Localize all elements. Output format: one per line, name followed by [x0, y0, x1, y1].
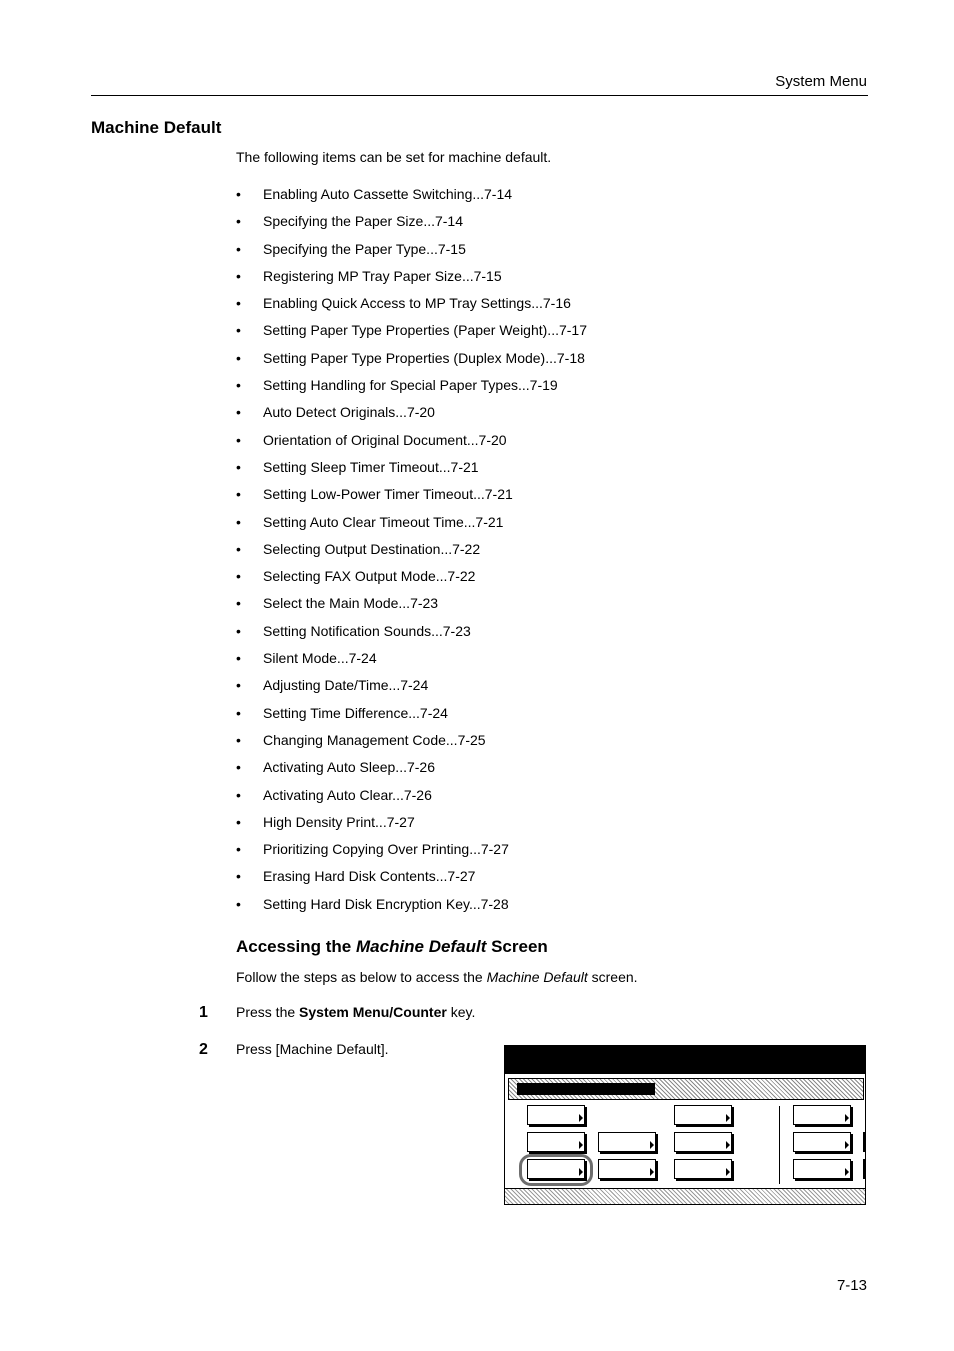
bullet-dot: • [236, 731, 241, 748]
bullet-dot: • [236, 677, 241, 694]
bullet-dot: • [236, 568, 241, 585]
list-item [236, 839, 587, 866]
arrow-icon [845, 1114, 849, 1122]
list-item [236, 348, 587, 375]
list-item-text: Orientation of Original Document...7-20 [263, 431, 507, 448]
bullet-dot: • [236, 431, 241, 448]
panel-button[interactable] [674, 1159, 732, 1179]
step-number: 1 [199, 1004, 208, 1021]
step-key-name: System Menu/Counter [299, 1004, 447, 1020]
follow-text [236, 969, 638, 985]
arrow-icon [845, 1141, 849, 1149]
bullet-dot: • [236, 404, 241, 421]
list-item-text: Selecting FAX Output Mode...7-22 [263, 568, 476, 585]
bullet-dot: • [236, 786, 241, 803]
bullet-dot: • [236, 622, 241, 639]
list-item [236, 211, 587, 238]
bullet-dot: • [236, 213, 241, 230]
settings-list [236, 184, 587, 921]
list-item-text: Specifying the Paper Type...7-15 [263, 240, 466, 257]
panel-button[interactable] [527, 1132, 585, 1152]
panel-button[interactable] [598, 1132, 656, 1152]
list-item-text: Silent Mode...7-24 [263, 650, 377, 667]
panel-active-tab [517, 1083, 655, 1095]
arrow-icon [845, 1168, 849, 1176]
list-item-text: Setting Handling for Special Paper Types...7-19 [263, 377, 558, 394]
step-text: Press [Machine Default]. [236, 1041, 389, 1057]
list-item [236, 457, 587, 484]
panel-edge-mark [863, 1132, 865, 1152]
list-item-text: Adjusting Date/Time...7-24 [263, 677, 429, 694]
list-item [236, 320, 587, 347]
list-item [236, 566, 587, 593]
bullet-dot: • [236, 267, 241, 284]
bullet-dot: • [236, 486, 241, 503]
bullet-dot: • [236, 895, 241, 912]
arrow-icon [579, 1141, 583, 1149]
bullet-dot: • [236, 377, 241, 394]
panel-button[interactable] [598, 1159, 656, 1179]
list-item-text: Erasing Hard Disk Contents...7-27 [263, 868, 476, 885]
access-heading-italic: Machine Default [356, 937, 487, 956]
step-text-suffix: key. [446, 1004, 476, 1020]
panel-button[interactable] [527, 1105, 585, 1125]
bullet-dot: • [236, 349, 241, 366]
list-item-text: Changing Management Code...7-25 [263, 731, 486, 748]
access-heading-suffix: Screen [486, 937, 548, 956]
panel-title-bar [505, 1046, 865, 1074]
arrow-icon [726, 1141, 730, 1149]
list-item [236, 375, 587, 402]
arrow-icon [650, 1168, 654, 1176]
list-item [236, 894, 587, 921]
list-item [236, 730, 587, 757]
list-item [236, 239, 587, 266]
list-item [236, 184, 587, 211]
bullet-dot: • [236, 295, 241, 312]
follow-prefix: Follow the steps as below to access the [236, 969, 487, 985]
list-item-text: Auto Detect Originals...7-20 [263, 404, 435, 421]
list-item [236, 402, 587, 429]
bullet-dot: • [236, 240, 241, 257]
list-item [236, 430, 587, 457]
list-item [236, 293, 587, 320]
panel-button[interactable] [793, 1132, 851, 1152]
list-item-text: Prioritizing Copying Over Printing...7-27 [263, 841, 509, 858]
panel-button[interactable] [674, 1105, 732, 1125]
list-item-text: Selecting Output Destination...7-22 [263, 540, 481, 557]
list-item-text: Setting Paper Type Properties (Duplex Mode)...7-18 [263, 349, 585, 366]
list-item [236, 812, 587, 839]
list-item-text: Setting Paper Type Properties (Paper Weight)...7-17 [263, 322, 587, 339]
list-item-text: Select the Main Mode...7-23 [263, 595, 439, 612]
bullet-dot: • [236, 759, 241, 776]
list-item [236, 703, 587, 730]
list-item [236, 266, 587, 293]
list-item-text: Setting Low-Power Timer Timeout...7-21 [263, 486, 513, 503]
bullet-dot: • [236, 540, 241, 557]
running-header: System Menu [775, 73, 867, 90]
bullet-dot: • [236, 186, 241, 202]
intro-text: The following items can be set for machine default. [236, 149, 552, 165]
list-item [236, 757, 587, 784]
list-item-text: Setting Notification Sounds...7-23 [263, 622, 471, 639]
bullet-dot: • [236, 595, 241, 612]
bullet-dot: • [236, 704, 241, 721]
arrow-icon [579, 1114, 583, 1122]
panel-edge-mark [863, 1159, 865, 1179]
panel-button[interactable] [793, 1159, 851, 1179]
list-item-text: High Density Print...7-27 [263, 813, 415, 830]
panel-divider [779, 1106, 780, 1184]
list-item [236, 539, 587, 566]
list-item-text: Setting Hard Disk Encryption Key...7-28 [263, 895, 509, 912]
list-item-text: Enabling Quick Access to MP Tray Settings...7-16 [263, 295, 571, 312]
step-text-prefix: Press the [236, 1004, 300, 1020]
list-item-text: Registering MP Tray Paper Size...7-15 [263, 267, 502, 284]
bullet-dot: • [236, 813, 241, 830]
list-item-text: Setting Sleep Timer Timeout...7-21 [263, 458, 479, 475]
arrow-icon [650, 1141, 654, 1149]
list-item-text: Setting Auto Clear Timeout Time...7-21 [263, 513, 504, 530]
panel-button[interactable] [674, 1132, 732, 1152]
bullet-dot: • [236, 841, 241, 858]
follow-italic: Machine Default [486, 969, 588, 985]
bullet-dot: • [236, 322, 241, 339]
panel-button[interactable] [793, 1105, 851, 1125]
page-number: 7-13 [836, 1277, 867, 1294]
access-heading [236, 937, 548, 957]
bullet-dot: • [236, 650, 241, 667]
panel-tab-bar [508, 1078, 864, 1100]
follow-suffix: screen. [587, 969, 638, 985]
section-title: Machine Default [91, 118, 222, 137]
panel-screen-illustration [504, 1045, 866, 1205]
list-item-text: Setting Time Difference...7-24 [263, 704, 448, 721]
bullet-dot: • [236, 513, 241, 530]
step-text [236, 1004, 475, 1020]
list-item-text: Specifying the Paper Size...7-14 [263, 213, 464, 230]
panel-status-bar [505, 1188, 865, 1205]
list-item [236, 621, 587, 648]
list-item [236, 484, 587, 511]
access-heading-prefix: Accessing the [236, 937, 356, 956]
arrow-icon [726, 1114, 730, 1122]
list-item [236, 512, 587, 539]
list-item [236, 785, 587, 812]
selection-highlight [519, 1154, 593, 1186]
list-item [236, 648, 587, 675]
list-item-text: Enabling Auto Cassette Switching...7-14 [263, 186, 513, 202]
step-number: 2 [199, 1041, 208, 1058]
list-item [236, 675, 587, 702]
header-rule [91, 95, 868, 96]
list-item-text: Activating Auto Clear...7-26 [263, 786, 432, 803]
bullet-dot: • [236, 868, 241, 885]
list-item [236, 866, 587, 893]
arrow-icon [726, 1168, 730, 1176]
list-item-text: Activating Auto Sleep...7-26 [263, 759, 435, 776]
list-item [236, 593, 587, 620]
bullet-dot: • [236, 458, 241, 475]
